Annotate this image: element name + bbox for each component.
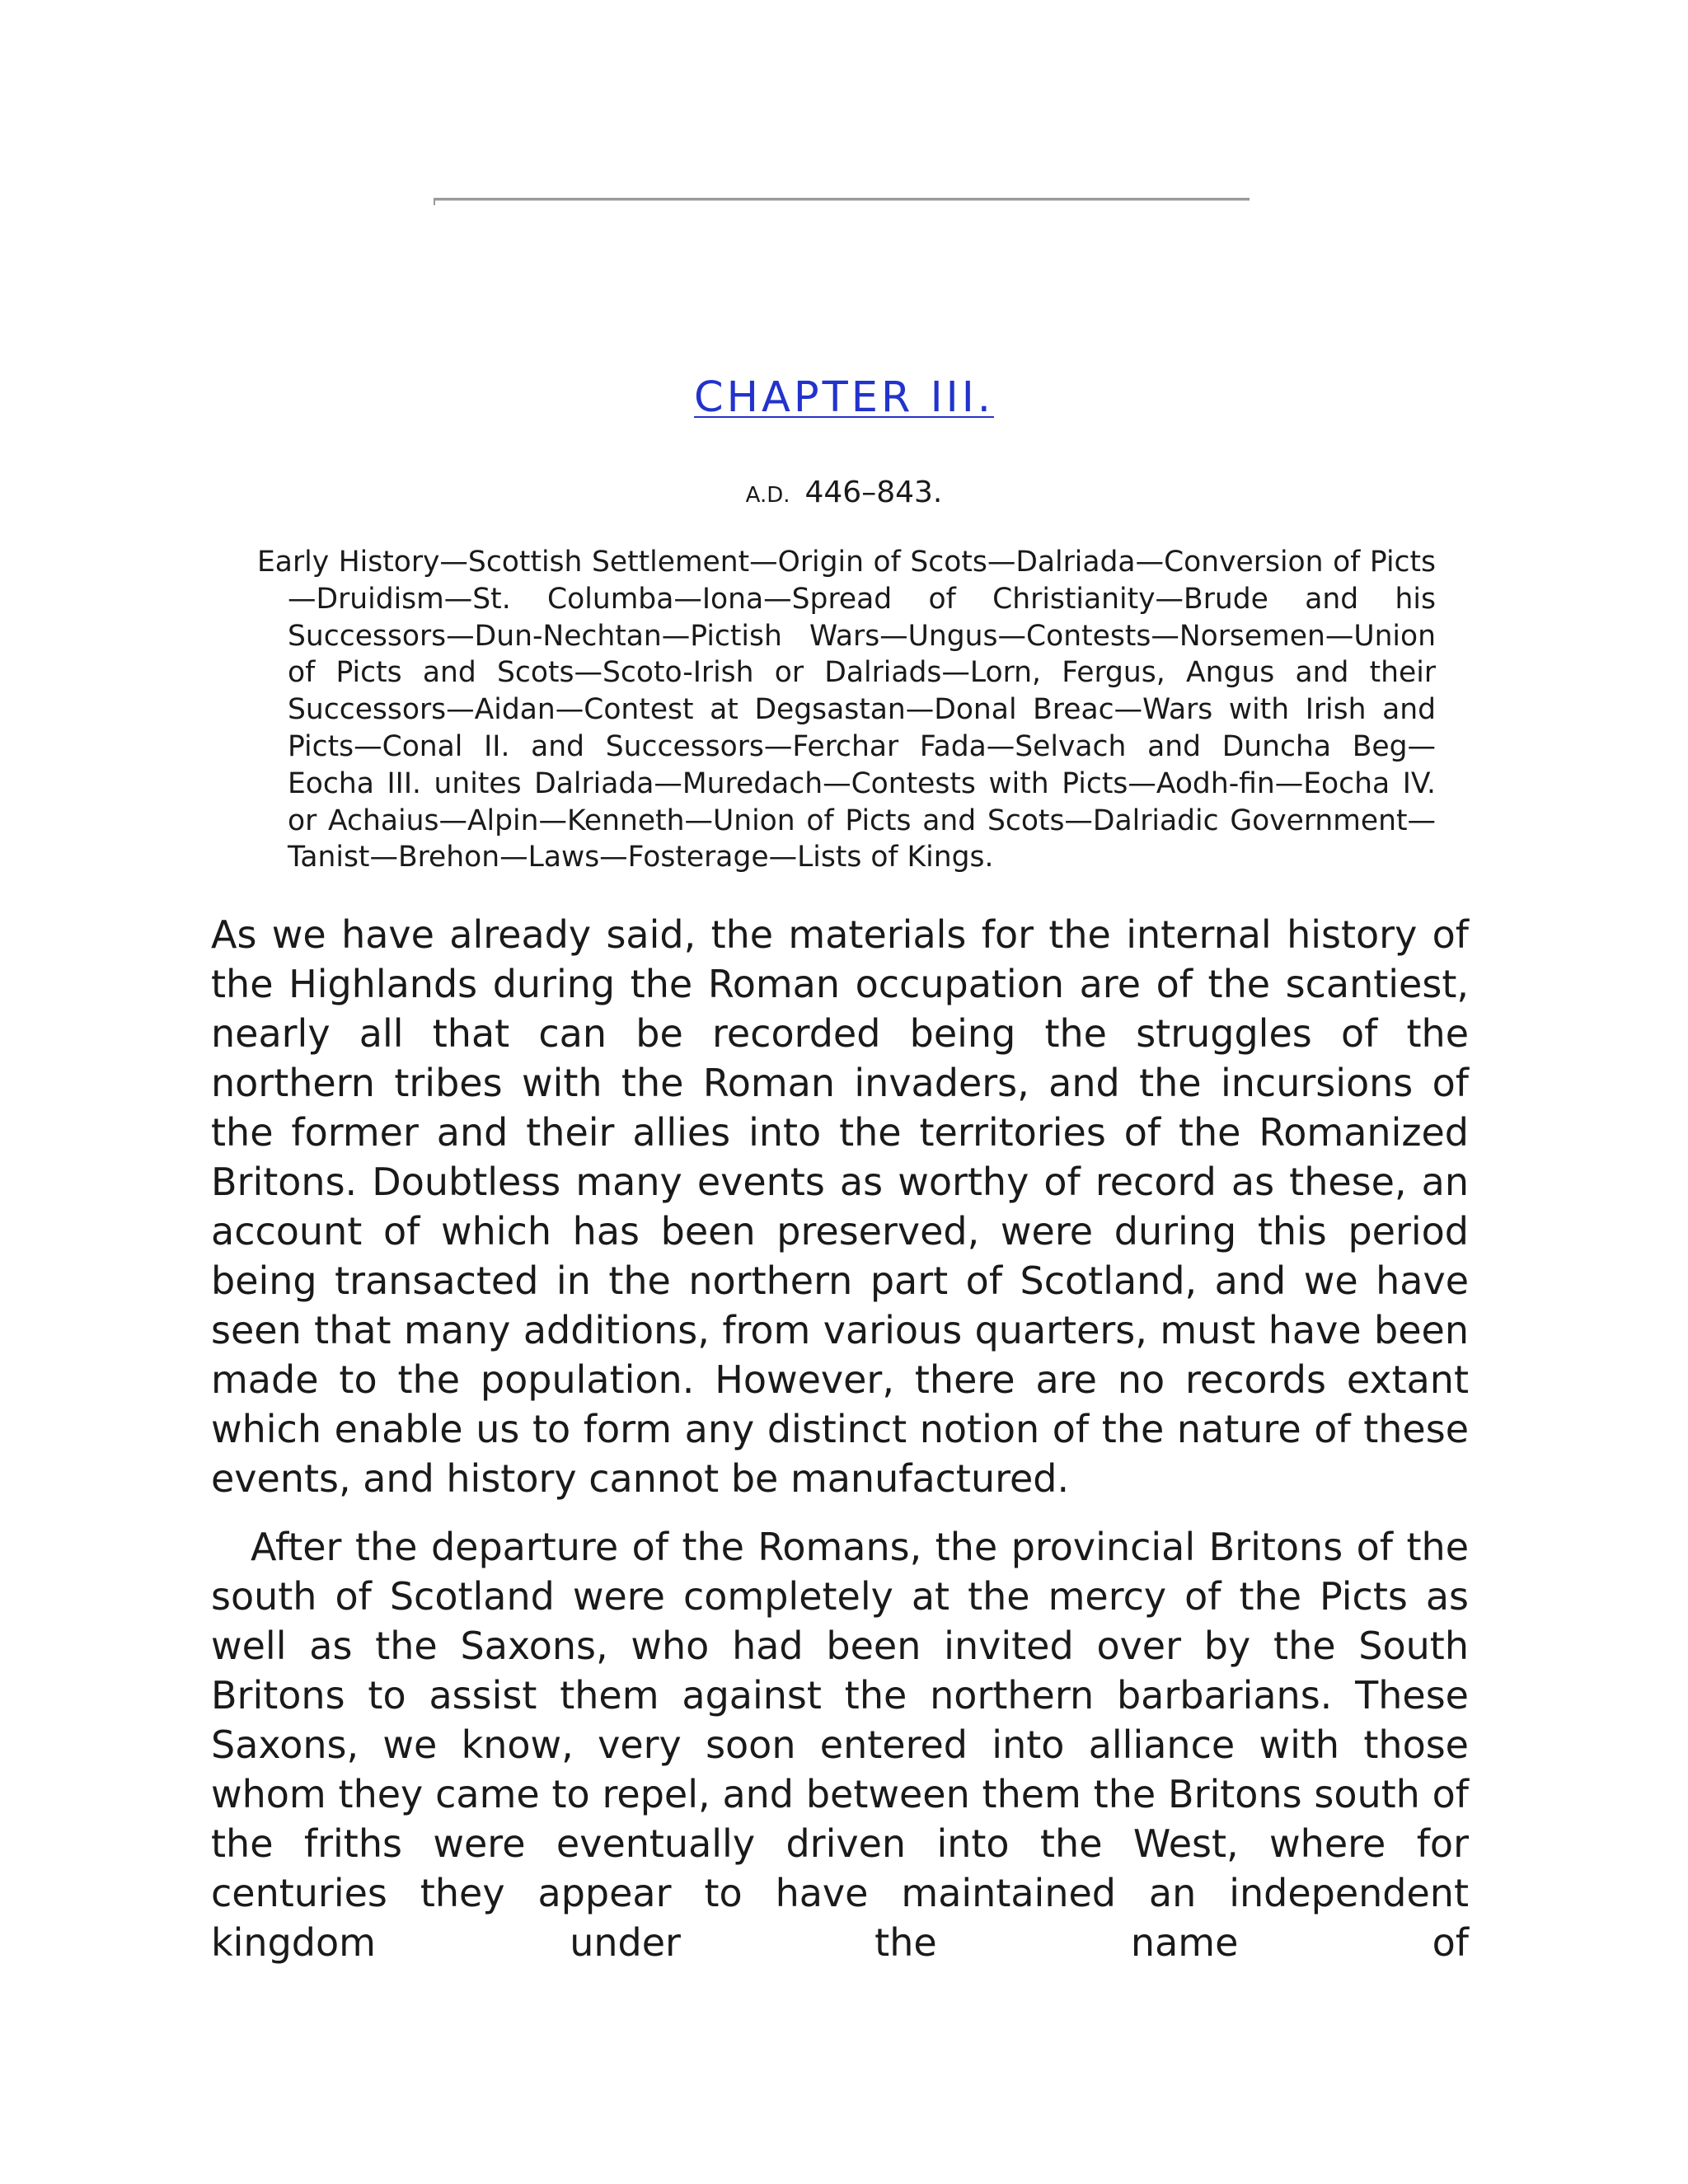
date-prefix: A.D.	[745, 483, 790, 508]
body-paragraph-2: After the departure of the Romans, the provincial Britons of the south of Scotland were completely at the mercy of the Picts as well as the Saxons, who had been invited over by the South Britons to assist them against the northern barbarians. These Saxons, we know, very soon entered into alliance with those whom they came to repel, and between them the Britons south of the friths were eventually driven into the West, where for centuries they appear to have maintained an independent kingdom under the name of	[211, 1525, 1469, 1965]
top-divider-tick	[434, 198, 435, 205]
chapter-synopsis: Early History—Scottish Settlement—Origin of Scots—Dalriada—Conversion of Picts—Druidism—St. Columba—Iona—Spread of Christianity—Brude and his Successors—Dun-Nechtan—Pictish Wars—Ungus—Contests—Norsemen—Union of Picts and Scots—Scoto-Irish or Dalriads—Lorn, Fergus, Angus and their Successors—Aidan—Contest at Degsastan—Donal Breac—Wars with Irish and Picts—Conal II. and Successors—Ferchar Fada—Selvach and Duncha Beg—Eocha III. unites Dalriada—Muredach—Contests with Picts—Aodh-fin—Eocha IV. or Achaius—Alpin—Kenneth—Union of Picts and Scots—Dalriadic Government—Tanist—Brehon—Laws—Fosterage—Lists of Kings.	[257, 546, 1436, 874]
chapter-date	[0, 473, 1688, 515]
chapter-title-link[interactable]: CHAPTER III.	[694, 373, 994, 422]
top-divider-rule	[434, 198, 1250, 201]
date-range: 446–843.	[804, 476, 943, 509]
body-paragraph-1: As we have already said, the materials for the internal history of the Highlands during the Roman occupation are of the scantiest, nearly all that can be recorded being the struggles of the northern tribes with the Roman invaders, and the incursions of the former and their allies into the territories of the Romanized Britons. Doubtless many events as worthy of record as these, an account of which has been preserved, were during this period being transacted in the northern part of Scotland, and we have seen that many additions, from various quarters, must have been made to the population. However, there are no records extant which enable us to form any distinct notion of the nature of these events, and history cannot be manufactured.	[211, 912, 1469, 1501]
